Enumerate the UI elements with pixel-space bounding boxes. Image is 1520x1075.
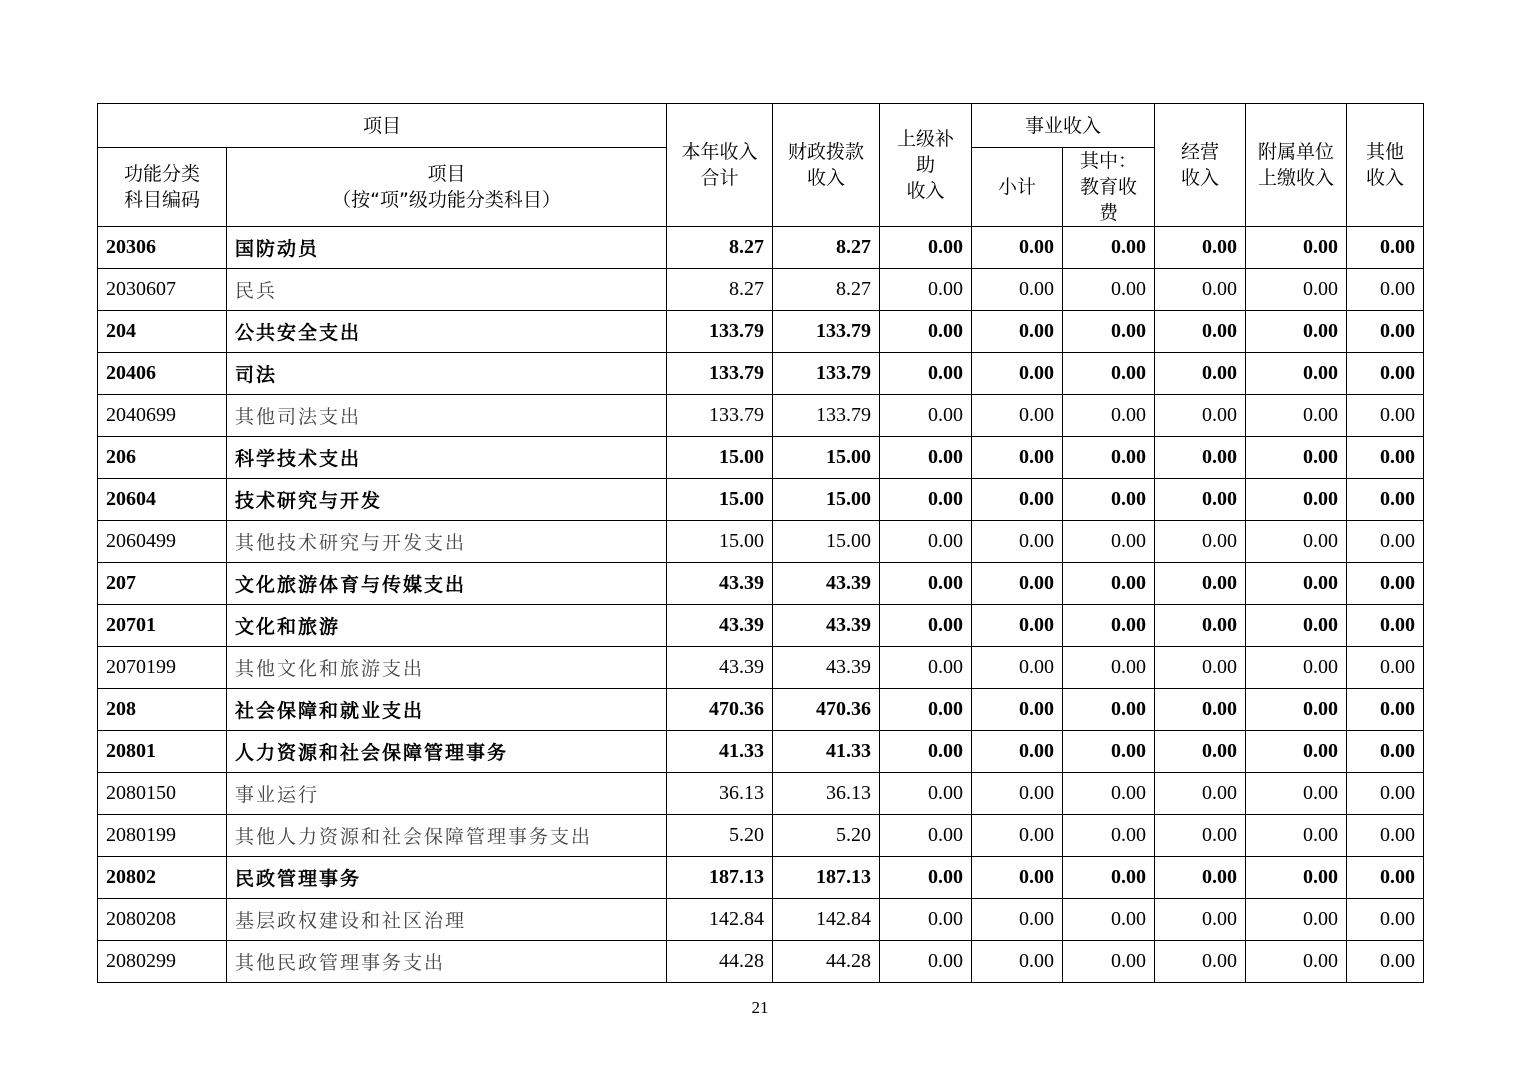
cell-value: 0.00	[1246, 899, 1347, 941]
cell-value: 43.39	[667, 605, 773, 647]
cell-value: 0.00	[1063, 227, 1155, 269]
cell-value: 0.00	[1155, 689, 1246, 731]
cell-value: 133.79	[773, 353, 880, 395]
cell-value: 0.00	[1155, 521, 1246, 563]
cell-item-name: 人力资源和社会保障管理事务	[227, 731, 667, 773]
cell-value: 0.00	[880, 395, 972, 437]
cell-value: 0.00	[1347, 227, 1424, 269]
cell-value: 0.00	[1347, 815, 1424, 857]
cell-value: 0.00	[880, 269, 972, 311]
cell-value: 8.27	[773, 227, 880, 269]
cell-item-name: 国防动员	[227, 227, 667, 269]
cell-value: 0.00	[1347, 647, 1424, 689]
cell-value: 36.13	[667, 773, 773, 815]
cell-value: 0.00	[880, 815, 972, 857]
cell-value: 0.00	[880, 521, 972, 563]
cell-value: 133.79	[667, 311, 773, 353]
cell-value: 133.79	[667, 353, 773, 395]
cell-value: 0.00	[1155, 731, 1246, 773]
cell-value: 5.20	[667, 815, 773, 857]
cell-value: 0.00	[972, 395, 1063, 437]
cell-value: 0.00	[1347, 857, 1424, 899]
cell-value: 0.00	[1246, 227, 1347, 269]
cell-item-name: 基层政权建设和社区治理	[227, 899, 667, 941]
cell-value: 470.36	[773, 689, 880, 731]
cell-item-name: 其他人力资源和社会保障管理事务支出	[227, 815, 667, 857]
cell-value: 0.00	[972, 521, 1063, 563]
cell-value: 8.27	[773, 269, 880, 311]
cell-value: 0.00	[1246, 731, 1347, 773]
cell-value: 0.00	[880, 647, 972, 689]
cell-value: 15.00	[667, 437, 773, 479]
cell-value: 0.00	[972, 815, 1063, 857]
cell-item-name: 其他技术研究与开发支出	[227, 521, 667, 563]
cell-value: 0.00	[972, 941, 1063, 983]
cell-code: 2030607	[98, 269, 227, 311]
table-row	[98, 647, 1424, 689]
cell-value: 0.00	[1347, 311, 1424, 353]
cell-value: 0.00	[1063, 899, 1155, 941]
cell-code: 2080208	[98, 899, 227, 941]
cell-value: 470.36	[667, 689, 773, 731]
cell-value: 0.00	[1155, 899, 1246, 941]
cell-value: 0.00	[1155, 479, 1246, 521]
cell-value: 0.00	[1063, 689, 1155, 731]
table-row	[98, 395, 1424, 437]
cell-item-name: 社会保障和就业支出	[227, 689, 667, 731]
table-row	[98, 899, 1424, 941]
cell-value: 0.00	[880, 899, 972, 941]
cell-value: 0.00	[1246, 605, 1347, 647]
header-affiliated: 附属单位 上缴收入	[1246, 104, 1347, 227]
cell-item-name: 公共安全支出	[227, 311, 667, 353]
cell-code: 2070199	[98, 647, 227, 689]
table-row	[98, 563, 1424, 605]
cell-value: 0.00	[972, 731, 1063, 773]
cell-value: 0.00	[1246, 479, 1347, 521]
cell-value: 0.00	[880, 857, 972, 899]
cell-value: 0.00	[1063, 773, 1155, 815]
cell-value: 0.00	[1155, 353, 1246, 395]
cell-value: 0.00	[1063, 563, 1155, 605]
cell-value: 0.00	[1347, 353, 1424, 395]
cell-value: 0.00	[1063, 605, 1155, 647]
cell-value: 0.00	[972, 437, 1063, 479]
cell-value: 0.00	[1155, 605, 1246, 647]
table-row	[98, 353, 1424, 395]
cell-value: 0.00	[972, 563, 1063, 605]
cell-value: 15.00	[667, 521, 773, 563]
header-subtotal: 小计	[972, 148, 1063, 227]
cell-code: 20801	[98, 731, 227, 773]
cell-value: 0.00	[972, 479, 1063, 521]
cell-value: 0.00	[1347, 941, 1424, 983]
cell-value: 0.00	[972, 605, 1063, 647]
cell-value: 44.28	[667, 941, 773, 983]
cell-code: 204	[98, 311, 227, 353]
cell-value: 0.00	[1246, 269, 1347, 311]
table-row	[98, 815, 1424, 857]
cell-value: 0.00	[972, 899, 1063, 941]
cell-code: 20604	[98, 479, 227, 521]
cell-value: 0.00	[1155, 563, 1246, 605]
table-body	[98, 227, 1424, 983]
cell-value: 0.00	[880, 353, 972, 395]
cell-value: 44.28	[773, 941, 880, 983]
cell-value: 133.79	[773, 395, 880, 437]
cell-value: 0.00	[1063, 311, 1155, 353]
table-row	[98, 731, 1424, 773]
cell-value: 0.00	[972, 857, 1063, 899]
cell-code: 20802	[98, 857, 227, 899]
cell-value: 0.00	[972, 227, 1063, 269]
cell-value: 0.00	[880, 437, 972, 479]
cell-value: 0.00	[1246, 395, 1347, 437]
cell-code: 2060499	[98, 521, 227, 563]
cell-value: 0.00	[1347, 605, 1424, 647]
header-business: 事业收入	[972, 104, 1155, 148]
cell-value: 0.00	[1246, 521, 1347, 563]
cell-code: 2080299	[98, 941, 227, 983]
table-row	[98, 437, 1424, 479]
cell-item-name: 其他文化和旅游支出	[227, 647, 667, 689]
cell-value: 43.39	[667, 563, 773, 605]
cell-item-name: 民政管理事务	[227, 857, 667, 899]
cell-value: 0.00	[1347, 395, 1424, 437]
cell-value: 0.00	[1246, 857, 1347, 899]
cell-value: 142.84	[667, 899, 773, 941]
income-budget-table	[97, 103, 1424, 983]
header-fiscal: 财政拨款 收入	[773, 104, 880, 227]
cell-value: 0.00	[1063, 815, 1155, 857]
cell-value: 15.00	[773, 437, 880, 479]
cell-value: 0.00	[1063, 647, 1155, 689]
cell-value: 0.00	[1155, 647, 1246, 689]
cell-value: 0.00	[880, 227, 972, 269]
cell-value: 0.00	[1246, 353, 1347, 395]
cell-value: 0.00	[1246, 437, 1347, 479]
header-operating: 经营 收入	[1155, 104, 1246, 227]
cell-value: 0.00	[1155, 437, 1246, 479]
cell-value: 8.27	[667, 227, 773, 269]
cell-value: 0.00	[1347, 521, 1424, 563]
table-row	[98, 269, 1424, 311]
table-row	[98, 857, 1424, 899]
cell-value: 43.39	[773, 647, 880, 689]
header-func-code: 功能分类 科目编码	[98, 148, 227, 227]
cell-code: 2080199	[98, 815, 227, 857]
cell-value: 0.00	[1347, 899, 1424, 941]
cell-value: 43.39	[773, 563, 880, 605]
cell-value: 0.00	[1155, 773, 1246, 815]
header-other: 其他 收入	[1347, 104, 1424, 227]
cell-value: 0.00	[1155, 227, 1246, 269]
table-row	[98, 689, 1424, 731]
cell-value: 0.00	[972, 353, 1063, 395]
cell-value: 0.00	[880, 605, 972, 647]
cell-value: 0.00	[1063, 353, 1155, 395]
cell-value: 0.00	[1155, 269, 1246, 311]
cell-value: 187.13	[773, 857, 880, 899]
cell-value: 0.00	[1155, 395, 1246, 437]
cell-value: 15.00	[667, 479, 773, 521]
cell-value: 0.00	[880, 311, 972, 353]
cell-value: 0.00	[880, 563, 972, 605]
cell-value: 0.00	[880, 479, 972, 521]
header-project: 项目	[98, 104, 667, 148]
cell-code: 207	[98, 563, 227, 605]
table-header	[98, 104, 1424, 227]
cell-code: 20306	[98, 227, 227, 269]
cell-value: 0.00	[1347, 773, 1424, 815]
cell-value: 0.00	[1246, 563, 1347, 605]
cell-value: 0.00	[1347, 269, 1424, 311]
cell-value: 0.00	[1063, 479, 1155, 521]
cell-value: 0.00	[1063, 269, 1155, 311]
cell-item-name: 文化旅游体育与传媒支出	[227, 563, 667, 605]
table-row	[98, 521, 1424, 563]
header-total: 本年收入 合计	[667, 104, 773, 227]
cell-value: 15.00	[773, 479, 880, 521]
cell-value: 0.00	[1246, 689, 1347, 731]
cell-value: 0.00	[1347, 479, 1424, 521]
cell-value: 0.00	[1347, 563, 1424, 605]
cell-value: 0.00	[972, 773, 1063, 815]
cell-value: 0.00	[1063, 395, 1155, 437]
cell-value: 133.79	[773, 311, 880, 353]
cell-item-name: 司法	[227, 353, 667, 395]
cell-code: 208	[98, 689, 227, 731]
cell-item-name: 其他司法支出	[227, 395, 667, 437]
cell-value: 41.33	[667, 731, 773, 773]
cell-value: 0.00	[1246, 647, 1347, 689]
cell-value: 187.13	[667, 857, 773, 899]
cell-value: 0.00	[1246, 815, 1347, 857]
header-item-name: 项目 （按“项”级功能分类科目）	[227, 148, 667, 227]
table-row	[98, 941, 1424, 983]
cell-code: 2040699	[98, 395, 227, 437]
cell-item-name: 技术研究与开发	[227, 479, 667, 521]
table-row	[98, 227, 1424, 269]
cell-value: 0.00	[1347, 689, 1424, 731]
cell-code: 20701	[98, 605, 227, 647]
cell-value: 0.00	[1246, 311, 1347, 353]
cell-item-name: 事业运行	[227, 773, 667, 815]
cell-value: 15.00	[773, 521, 880, 563]
cell-value: 0.00	[1063, 857, 1155, 899]
cell-value: 0.00	[972, 689, 1063, 731]
table-row	[98, 311, 1424, 353]
cell-value: 0.00	[972, 647, 1063, 689]
cell-value: 0.00	[1347, 731, 1424, 773]
cell-code: 2080150	[98, 773, 227, 815]
header-superior: 上级补助 收入	[880, 104, 972, 227]
cell-value: 0.00	[880, 773, 972, 815]
table-row	[98, 605, 1424, 647]
cell-value: 0.00	[972, 311, 1063, 353]
cell-value: 0.00	[1246, 773, 1347, 815]
cell-value: 0.00	[1063, 437, 1155, 479]
cell-value: 0.00	[1063, 521, 1155, 563]
cell-value: 8.27	[667, 269, 773, 311]
cell-value: 43.39	[773, 605, 880, 647]
cell-item-name: 文化和旅游	[227, 605, 667, 647]
cell-value: 0.00	[880, 941, 972, 983]
cell-value: 0.00	[1063, 941, 1155, 983]
cell-value: 142.84	[773, 899, 880, 941]
cell-value: 5.20	[773, 815, 880, 857]
cell-value: 0.00	[1347, 437, 1424, 479]
cell-value: 41.33	[773, 731, 880, 773]
cell-value: 0.00	[1155, 857, 1246, 899]
cell-value: 0.00	[880, 689, 972, 731]
cell-item-name: 其他民政管理事务支出	[227, 941, 667, 983]
cell-value: 0.00	[1246, 941, 1347, 983]
cell-value: 0.00	[1155, 941, 1246, 983]
cell-code: 20406	[98, 353, 227, 395]
table-row	[98, 773, 1424, 815]
cell-item-name: 民兵	[227, 269, 667, 311]
cell-code: 206	[98, 437, 227, 479]
cell-item-name: 科学技术支出	[227, 437, 667, 479]
cell-value: 36.13	[773, 773, 880, 815]
cell-value: 0.00	[972, 269, 1063, 311]
cell-value: 133.79	[667, 395, 773, 437]
header-edu-fee: 其中： 教育收费	[1063, 148, 1155, 227]
table-row	[98, 479, 1424, 521]
cell-value: 0.00	[1063, 731, 1155, 773]
cell-value: 0.00	[1155, 311, 1246, 353]
cell-value: 0.00	[880, 731, 972, 773]
cell-value: 0.00	[1155, 815, 1246, 857]
page-number: 21	[751, 998, 769, 1017]
cell-value: 43.39	[667, 647, 773, 689]
